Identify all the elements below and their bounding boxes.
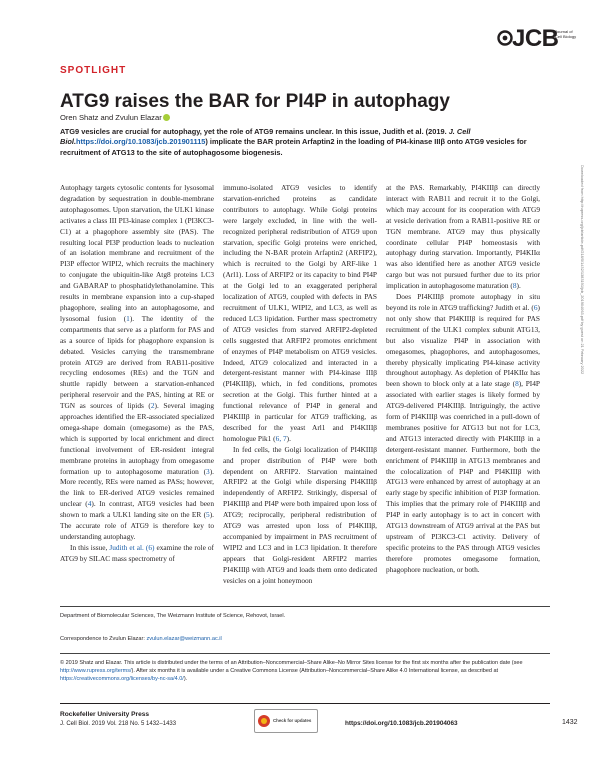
- footer-divider: [60, 703, 550, 704]
- cc-license-link[interactable]: https://creativecommons.org/licenses/by-nc-sa/4.0/: [60, 675, 184, 682]
- divider: [60, 653, 550, 654]
- reference-link[interactable]: 8: [515, 379, 519, 389]
- correspondence-email-link[interactable]: zvulun.elazar@weizmann.ac.il: [146, 636, 222, 642]
- text-run: at the PAS. Remarkably, PI4KIIIβ can directly interact with RAB11 and recruit it to the Golgi, which may account for its cooperation with ATG9 at vesicle derivation from a RAB11-positive RE or TGN membrane. ATG9 may thus physically coordinate cellular PI4P homeostasis with autophagy during starvation. Importantly, PI4KIIα was also identified here as another ATG9 vesicle cargo but was not pursued further due to its prior implication in autophagosome maturation (: [386, 183, 540, 291]
- reference-link[interactable]: 6, 7: [275, 433, 287, 443]
- body-column-1: [60, 183, 214, 565]
- text-run: Does PI4KIIIβ promote autophagy in situ beyond its role in ATG9 trafficking? Judith et al. (: [386, 292, 540, 312]
- body-column-2: [223, 183, 377, 587]
- terms-link[interactable]: http://www.rupress.org/terms/: [60, 667, 132, 674]
- paragraph: [60, 183, 214, 543]
- text-run: ).: [286, 433, 291, 443]
- correspondence-label: Correspondence to Zvulun Elazar:: [60, 636, 147, 642]
- affiliation: Department of Biomolecular Sciences, The Weizmann Institute of Science, Rehovot, Israel.: [60, 613, 286, 619]
- reference-link[interactable]: 2: [150, 401, 155, 411]
- paragraph: [386, 292, 540, 576]
- doi-link[interactable]: https://doi.org/10.1083/jcb.201904063: [345, 720, 458, 727]
- text-run: examine the role of ATG9 by SILAC mass spectrometry of: [60, 542, 214, 563]
- logo-text: JCB: [512, 25, 559, 52]
- abstract: [60, 127, 550, 158]
- orcid-icon[interactable]: [163, 114, 170, 121]
- paragraph: In fed cells, the Golgi localization of PI4KIIIβ and proper distribution of PI4P were both dependent on ARFIP2. Starvation maintained ARFIP2 at the Golgi while dispersing PI4KIIIβ independently of ARFIP2. Strikingly, dispersal of PI4KIIIβ and PI4P were both impaired upon loss of ATG9; reciprocally, peripheral redistribution of ATG9 was arrested upon loss of PI4KIIIβ, accompanied by impairment in PAS recruitment of WIPI2 and LC3 and in LC3 lipidation. It therefore appears that Golgi-resident ARFIP2 marries PI4KIIIβ with ATG9 and loads them onto dedicated vesicles on a joint honeymoon: [223, 444, 377, 585]
- divider: [60, 606, 550, 607]
- badge-label: Check for updates: [273, 718, 312, 723]
- section-label: SPOTLIGHT: [60, 65, 127, 76]
- text-run: ).: [516, 281, 521, 291]
- correspondence: [60, 636, 222, 642]
- text-run: ), PI4P associated with earlier stages is likely formed by ATG9-delivered PI4KIIIβ. Intriguingly, the active form of PI4KIIIβ was coenriched in a pull-down of membranes positive for ATG13 but not for LC3, and ATG13 interacted directly with PI4KIIIβ in a detergent-resistant manner. Furthermore, both the enrichment of PI4KIIIβ in ATG13 membranes and the colocalization of PI4P and PI4KIIIβ with ATG13 were enhanced by arrest of autophagy at an early stage by specific inhibition of PI3P formation. This implies that the primary role of PI4KIIIβ and PI4P in early autophagy is to act in concert with ATG13 downstream of ATG9 arrival at the PAS but upstream of PI3KC3-C1 activity. Delivery of specific proteins to the PAS through ATG9 vesicles therefore promotes omegasome formation, phagophore nucleation, or both.: [386, 379, 540, 574]
- text-run: ). Several imaging approaches identified the ER-associated specialized omega-shape domain (omegasome) as the PAS, which is supported by local enrichment and direct functional involvement of ER-resident integral membrane proteins in autophagy from omegasome formation up to autophagosome maturation (: [60, 401, 214, 476]
- text-run: ).: [183, 675, 188, 682]
- paragraph: [60, 543, 214, 565]
- author-line: [60, 113, 170, 122]
- authors: Oren Shatz and Zvulun Elazar: [60, 113, 162, 122]
- text-run: ). After six months it is available under a Creative Commons License (Attribution–Noncommercial–Share Alike 4.0 International license, as described at: [131, 667, 499, 674]
- abstract-rest: ) implicate the BAR protein Arfaptin2 in the loading of PI4-kinase IIIβ onto ATG9 vesicles for recruitment of ATG13 to the site of autophagosome biogenesis.: [60, 137, 527, 157]
- reference-link[interactable]: 4: [87, 499, 92, 509]
- reference-link[interactable]: 8: [512, 281, 517, 291]
- paragraph: [223, 183, 377, 445]
- body-column-3: [386, 183, 540, 576]
- reference-link[interactable]: 6: [533, 302, 538, 312]
- reference-link[interactable]: 5: [206, 510, 210, 520]
- logo-subtitle: Journal of Cell Biology: [555, 29, 577, 39]
- abstract-journal: J. Cell Biol.: [60, 127, 471, 147]
- paragraph: [386, 183, 540, 292]
- text-run: ). More recently, REs were named as PASs; however, the link to ER-derived ATG9 vesicles remained unclear (: [60, 466, 214, 509]
- reference-link[interactable]: 1: [126, 313, 130, 323]
- crossmark-icon: [258, 715, 270, 727]
- abstract-intro: ATG9 vesicles are crucial for autophagy, yet the role of ATG9 remains unclear. In this issue, Judith et al. (2019.: [60, 127, 449, 136]
- logo-circle-icon: [497, 24, 513, 54]
- article-title: ATG9 raises the BAR for PI4P in autophagy: [60, 91, 450, 112]
- text-run: © 2019 Shatz and Elazar. This article is distributed under the terms of an Attribution–Noncommercial–Share Alike–No Mirror Sites license for the first six months after the publication date (see: [60, 660, 523, 666]
- text-run: immuno-isolated ATG9 vesicles to identify starvation-enriched proteins as candidate contributors to autophagy. While Golgi proteins were largely excluded, in line with the well-recognized peripheral redistribution of ATG9 upon starvation, specific Golgi proteins were enriched, including the N-BAR protein Arfaptin2 (ARFIP2), which is recruited to the Golgi by ARF-like 1 (Arl1). Loss of ARFIP2 or its capacity to bind PI4P at the Golgi led to an exaggerated peripheral localization of ATG9, coupled with defects in PAS recruitment of ULK1, WIPI2, and LC3, as well as reduced LC3 lipidation. Further mass spectrometry of ATG9 vesicles from starved ARFIP2-depleted cells suggested that ARFIP2 promotes enrichment of enzymes of PI4P metabolism on ATG9 vesicles. Indeed, ATG9 colocalized and interacted in a detergent-resistant manner with PI4-kinase IIIβ (PI4KIIIβ), which, in fed conditions, promotes secretion at the Golgi. This further hinted at a functional relevance of PI4P in general and PI4KIIIβ in particular for ATG9 trafficking, as described for the yeast Arl1 and PI4KIIIβ homologue Pik1 (: [223, 183, 377, 443]
- citation: J. Cell Biol. 2019 Vol. 218 No. 5 1432–1433: [60, 721, 177, 727]
- text-run: ). The accurate role of ATG9 is therefore key to understanding autophagy.: [60, 510, 214, 541]
- reference-link[interactable]: Judith et al. (6): [109, 542, 155, 552]
- text-run: ). In contrast, ATG9 vesicles had been shown to mark a ULK1 landing site on the ER (: [60, 499, 214, 520]
- reference-link[interactable]: 3: [206, 466, 210, 476]
- check-for-updates-button[interactable]: [254, 709, 318, 733]
- download-note: Downloaded from http://rupress.org/jcb/article-pdf/218/5/1432/1383191/jcb_201904063.pdf by guest on 21 February 2022: [580, 165, 585, 375]
- text-run: In this issue,: [70, 542, 110, 552]
- publisher: Rockefeller University Press: [60, 711, 150, 718]
- abstract-doi-link[interactable]: https://doi.org/10.1083/jcb.201901115: [76, 137, 206, 147]
- text-run: ) not only show that PI4KIIIβ is required for PAS recruitment of the ULK1 complex subunit ATG13, but also visualize PI4P in association with omegasomes, phagophores, and autophagosomes, thereby physically implicating PI4-kinase activity throughout autophagy. As depletion of PI4KIIα has been shown to block only at a late stage (: [386, 302, 540, 389]
- journal-logo: [497, 24, 577, 54]
- text-run: Autophagy targets cytosolic contents for lysosomal degradation by sequestration in double-membrane autophagosomes. Upon starvation, the ULK1 kinase activates a class III PI3-kinase complex 1 (PI3KC3-C1) at a phagophore assembly site (PAS). The resulting local PI3P production leads to nucleation of an isolation membrane and recruitment of the PI3P effector WIPI2, which recruits the machinery to conjugate the ubiquitin-like Atg8 proteins LC3 and GABARAP to phosphatidylethanolamine. This results in membrane expansion into a cup-shaped phagophore, sealing into an autophagosome, and lysosomal fusion (: [60, 183, 214, 323]
- page-number: 1432: [562, 719, 578, 726]
- license-text: [60, 660, 550, 683]
- text-run: ). The identity of the compartments that serve as a platform for PAS and as a source of lipids for phagophore expansion is debated. Vesicles carrying the transmembrane protein ATG9 are derived from RAB11-positive recycling endosomes (REs) and the TGN and shuttle rapidly between a starvation-enhanced peripheral reservoir and the PAS, hinting at RE or TGN as sources of lipids (: [60, 313, 214, 411]
